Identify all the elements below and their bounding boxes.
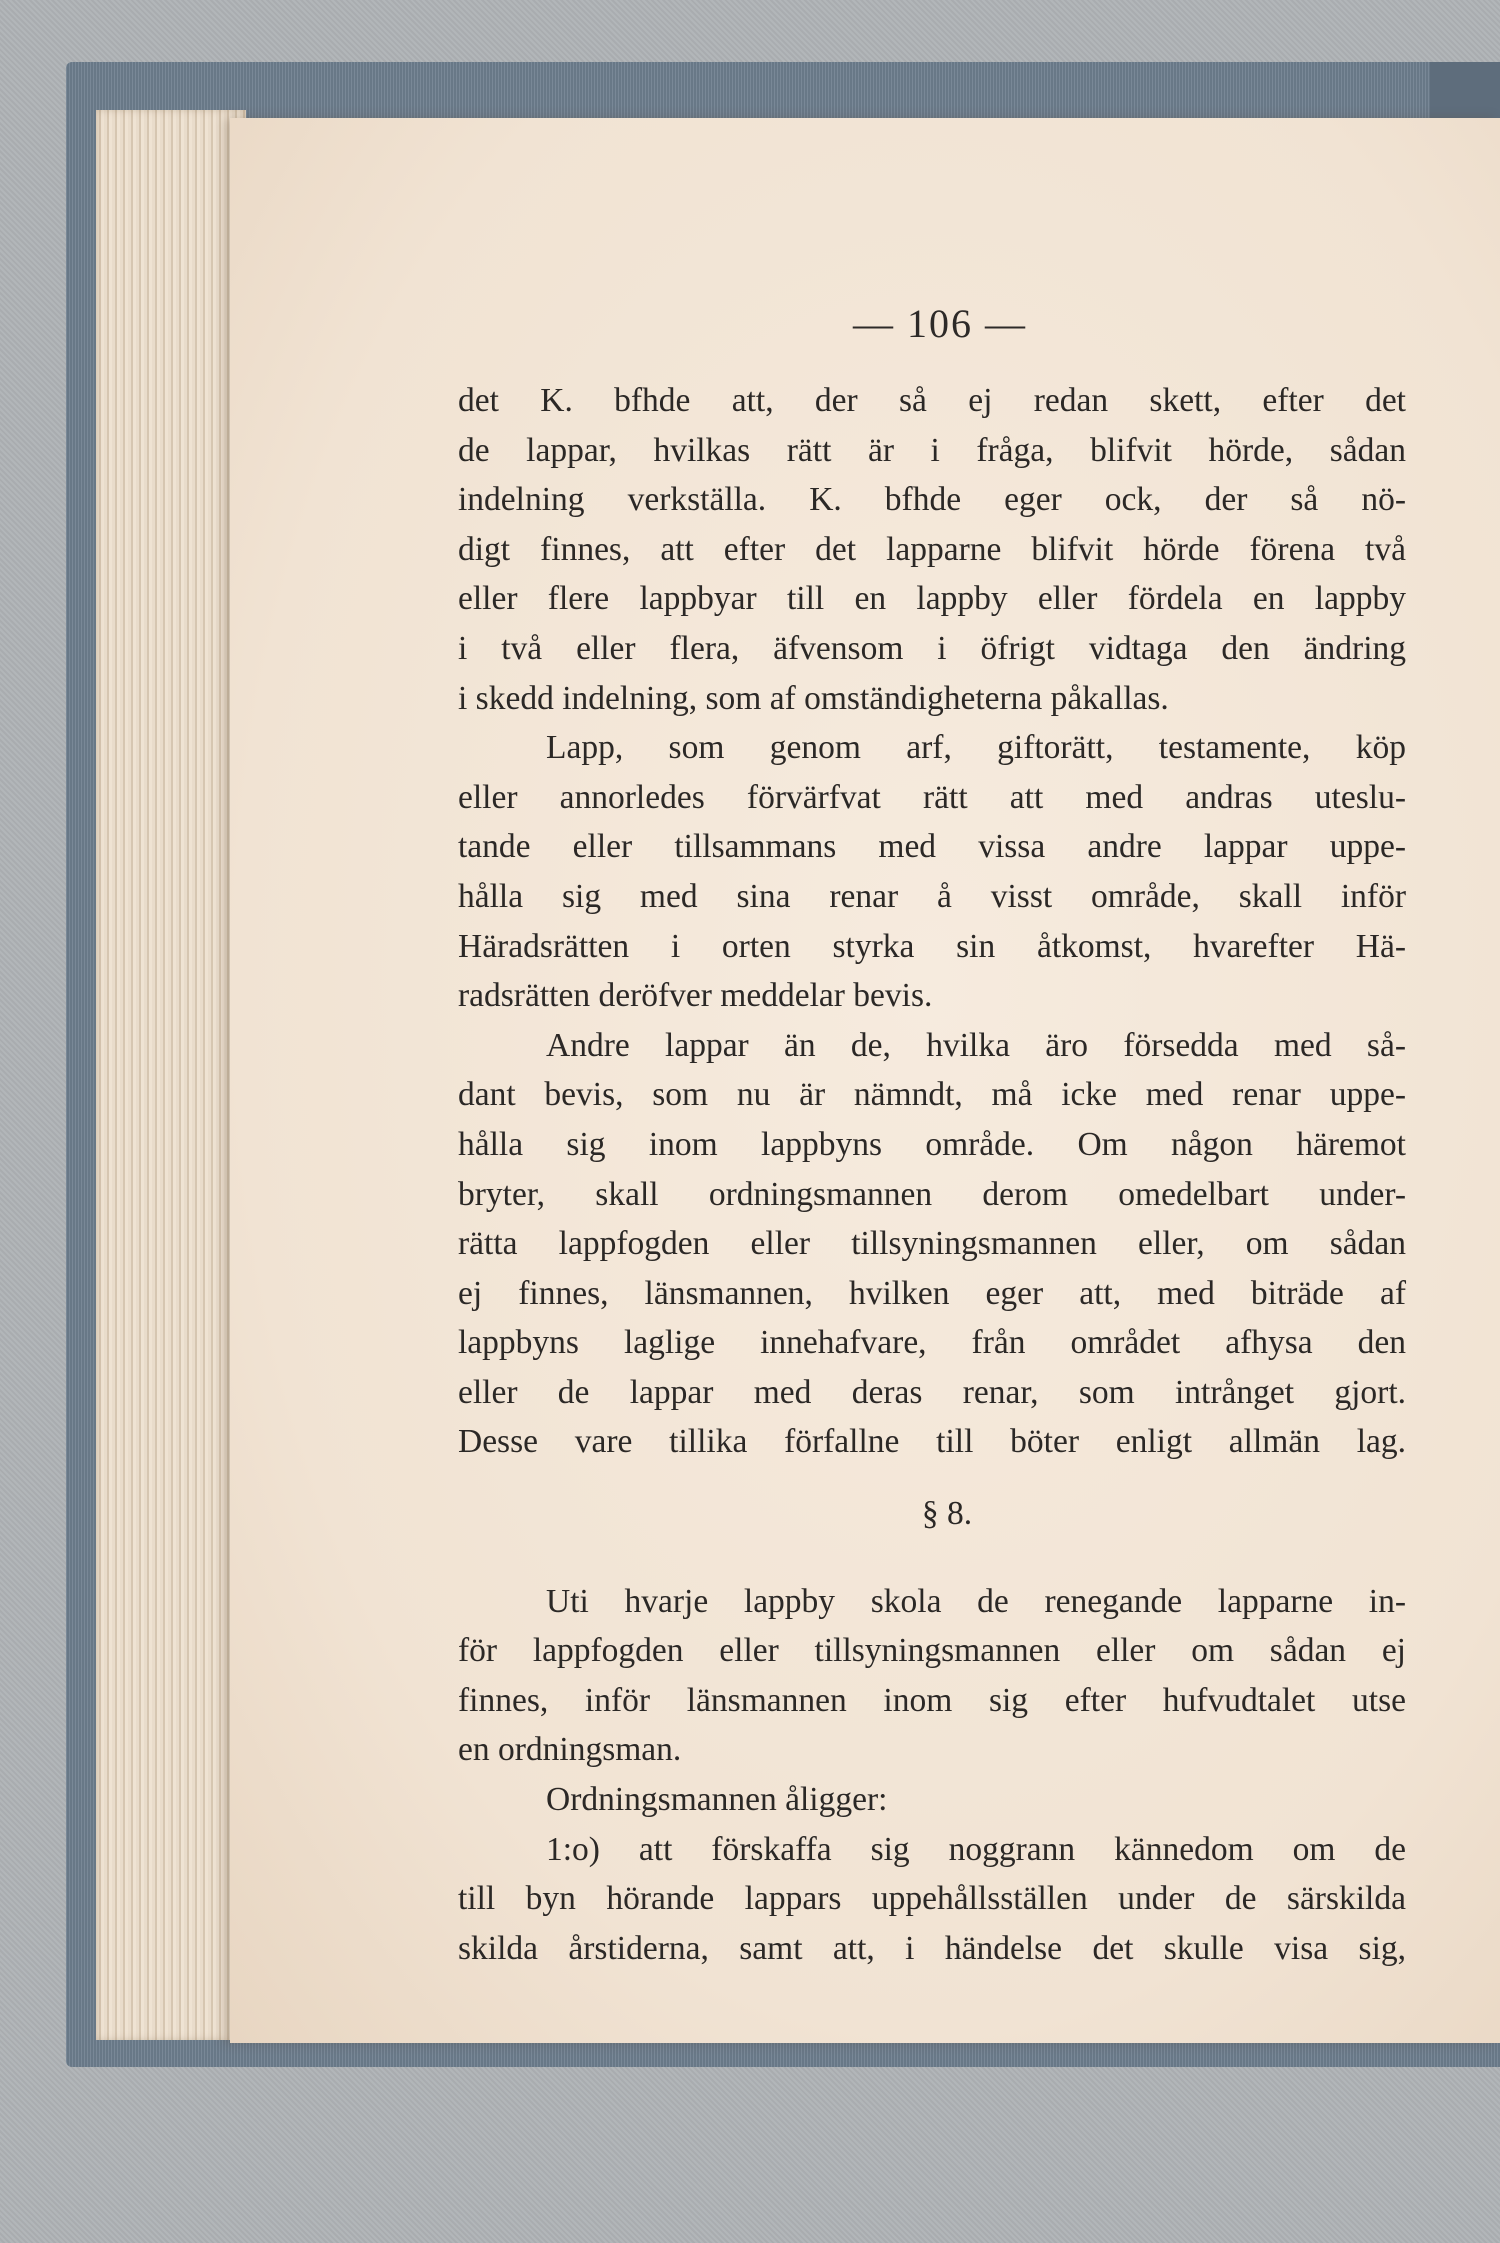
text-line: Desse vare tillika förfallne till böter enligt allmän lag. bbox=[458, 1423, 1406, 1461]
section-heading: § 8. bbox=[921, 1495, 973, 1533]
text-line: tande eller tillsammans med vissa andre lappar uppe- bbox=[458, 828, 1406, 866]
page-edges bbox=[96, 110, 246, 2040]
paragraph-2 bbox=[458, 723, 1406, 1021]
paragraph-1 bbox=[458, 376, 1406, 723]
text-line: det K. bfhde att, der så ej redan skett, efter det bbox=[458, 382, 1406, 419]
paragraph-4 bbox=[458, 1577, 1406, 1775]
text-line: Ordningsmannen åligger: bbox=[546, 1781, 888, 1819]
text-line: radsrätten deröfver meddelar bevis. bbox=[458, 977, 933, 1015]
text-line: indelning verkställa. K. bfhde eger ock, der så nö- bbox=[458, 481, 1406, 519]
text-line: Häradsrätten i orten styrka sin åtkomst, hvarefter Hä- bbox=[458, 927, 1406, 965]
page-number: — 106 — bbox=[853, 301, 1027, 346]
text-line: skilda årstiderna, samt att, i händelse det skulle visa sig, bbox=[458, 1929, 1406, 1967]
text-line: eller de lappar med deras renar, som intrånget gjort. bbox=[458, 1373, 1406, 1411]
text-line: dant bevis, som nu är nämndt, må icke med renar uppe- bbox=[458, 1076, 1406, 1114]
text-line: 1:o) att förskaffa sig noggrann kännedom om de bbox=[546, 1830, 1406, 1868]
paragraph-6 bbox=[458, 1825, 1406, 1974]
text-line: eller annorledes förvärfvat rätt att med andras uteslu- bbox=[458, 778, 1406, 816]
text-line: hålla sig med sina renar å visst område, skall inför bbox=[458, 877, 1406, 915]
text-line: till byn hörande lappars uppehållsställen under de särskilda bbox=[458, 1880, 1406, 1918]
paragraph-3 bbox=[458, 1021, 1406, 1467]
text-line: en ordningsman. bbox=[458, 1731, 682, 1769]
paragraph-5 bbox=[458, 1775, 1406, 1825]
text-line: i två eller flera, äfvensom i öfrigt vidtaga den ändring bbox=[458, 629, 1406, 667]
text-line: finnes, inför länsmannen inom sig efter hufvudtalet utse bbox=[458, 1681, 1406, 1719]
text-line: Uti hvarje lappby skola de renegande lapparne in- bbox=[546, 1582, 1406, 1620]
text-line: Andre lappar än de, hvilka äro försedda med så- bbox=[546, 1026, 1406, 1064]
text-line: bryter, skall ordningsmannen derom omedelbart under- bbox=[458, 1175, 1406, 1213]
text-line: ej finnes, länsmannen, hvilken eger att, med biträde af bbox=[458, 1274, 1406, 1312]
text-line: hålla sig inom lappbyns område. Om någon häremot bbox=[458, 1125, 1406, 1163]
text-line: rätta lappfogden eller tillsyningsmannen eller, om sådan bbox=[458, 1225, 1406, 1263]
page-text bbox=[458, 376, 1406, 1973]
text-line: lappbyns laglige innehafvare, från området afhysa den bbox=[458, 1324, 1406, 1362]
text-line: eller flere lappbyar till en lappby eller fördela en lappby bbox=[458, 580, 1406, 618]
text-line: Lapp, som genom arf, giftorätt, testamente, köp bbox=[546, 729, 1406, 767]
text-line: de lappar, hvilkas rätt är i fråga, blifvit hörde, sådan bbox=[458, 431, 1406, 469]
text-line: i skedd indelning, som af omständigheterna påkallas. bbox=[458, 679, 1169, 717]
text-line: för lappfogden eller tillsyningsmannen eller om sådan ej bbox=[458, 1632, 1406, 1670]
text-line: digt finnes, att efter det lapparne blifvit hörde förena två bbox=[458, 530, 1406, 568]
